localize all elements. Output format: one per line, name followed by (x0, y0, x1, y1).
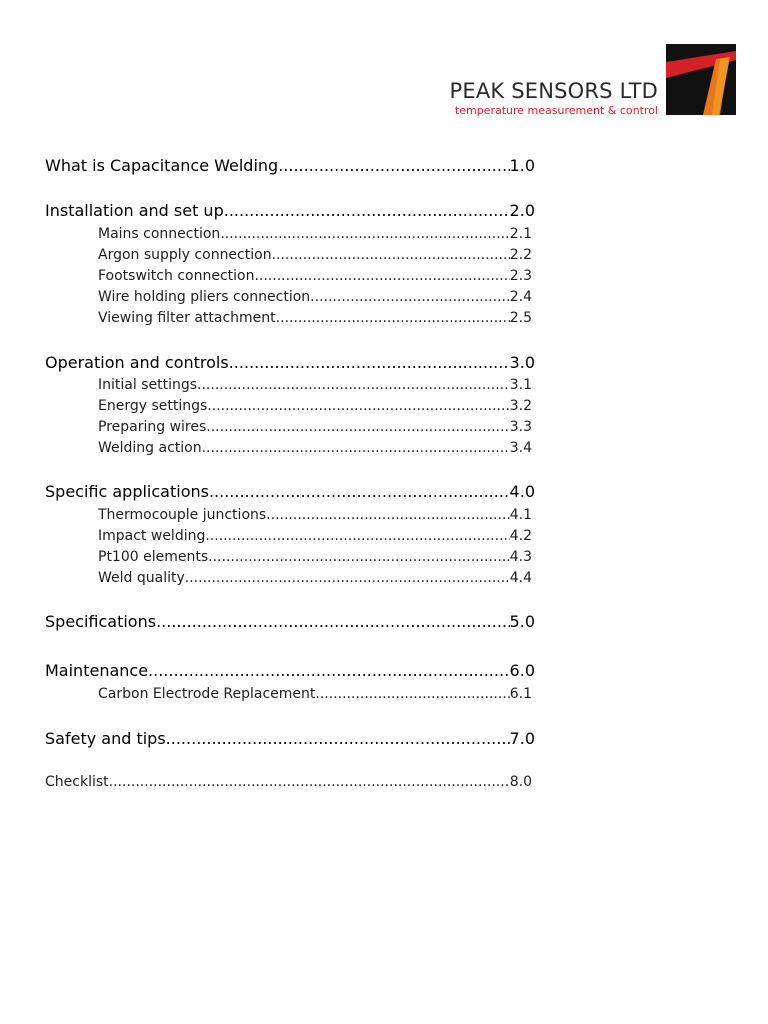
toc-entry-5-0[interactable] (45, 612, 535, 631)
toc-entry-number: 4.2 (509, 528, 532, 544)
page-header (0, 0, 768, 130)
dot-leader (276, 310, 510, 326)
dot-leader (166, 729, 510, 748)
toc-entry-7-0[interactable] (45, 729, 535, 748)
toc-entry-number: 2.3 (509, 268, 532, 284)
dot-leader (266, 507, 510, 523)
toc-entry-title: Pt100 elements (98, 549, 209, 565)
dot-leader (185, 570, 510, 586)
toc-entry-title: Viewing filter attachment (98, 310, 276, 326)
toc-entry-number: 3.4 (509, 440, 532, 456)
dot-leader (109, 774, 510, 790)
toc-entry-2-3[interactable] (98, 268, 532, 284)
toc-entry-title: Specifications (45, 612, 157, 631)
toc-entry-number: 2.4 (509, 289, 532, 305)
toc-entry-title: Preparing wires (98, 419, 207, 435)
dot-leader (209, 482, 510, 501)
toc-entry-3-0[interactable] (45, 353, 535, 372)
toc-entry-number: 1.0 (509, 156, 535, 175)
toc-entry-title: Maintenance (45, 661, 149, 680)
toc-entry-number: 2.0 (509, 201, 535, 220)
toc-entry-number: 4.4 (509, 570, 532, 586)
toc-entry-4-0[interactable] (45, 482, 535, 501)
toc-entry-title: Footswitch connection (98, 268, 255, 284)
logo-graphic (666, 44, 736, 115)
dot-leader (156, 612, 509, 631)
dot-leader (224, 201, 510, 220)
dot-leader (254, 268, 509, 284)
toc-entry-number: 4.1 (509, 507, 532, 523)
toc-entry-title: Impact welding (98, 528, 206, 544)
toc-entry-title: Argon supply connection (98, 247, 272, 263)
dot-leader (208, 549, 510, 565)
toc-entry-title: Welding action (98, 440, 202, 456)
toc-entry-title: Checklist (45, 774, 109, 790)
toc-entry-number: 2.1 (509, 226, 532, 242)
toc-entry-2-1[interactable] (98, 226, 532, 242)
toc-entry-3-4[interactable] (98, 440, 532, 456)
toc-entry-title: Wire holding pliers connection (98, 289, 311, 305)
toc-entry-2-2[interactable] (98, 247, 532, 263)
toc-entry-title: Energy settings (98, 398, 208, 414)
toc-entry-4-2[interactable] (98, 528, 532, 544)
toc-entry-number: 2.5 (509, 310, 532, 326)
toc-entry-number: 4.0 (509, 482, 535, 501)
toc-entry-number: 6.1 (509, 686, 532, 702)
toc-entry-4-1[interactable] (98, 507, 532, 523)
toc-entry-title: Thermocouple junctions (98, 507, 267, 523)
toc-entry-title: Specific applications (45, 482, 209, 501)
dot-leader (197, 377, 510, 393)
toc-entry-6-0[interactable] (45, 661, 535, 680)
dot-leader (310, 289, 510, 305)
dot-leader (278, 156, 509, 175)
toc-entry-2-0[interactable] (45, 201, 535, 220)
toc-entry-4-4[interactable] (98, 570, 532, 586)
toc-entry-number: 3.2 (509, 398, 532, 414)
company-name: PEAK SENSORS LTD (449, 79, 658, 103)
peak-sensors-logo-icon (666, 44, 736, 115)
toc-entry-3-1[interactable] (98, 377, 532, 393)
toc-entry-title: Operation and controls (45, 353, 229, 372)
toc-entry-title: Weld quality (98, 570, 185, 586)
toc-entry-number: 2.2 (509, 247, 532, 263)
dot-leader (229, 353, 510, 372)
dot-leader (207, 398, 509, 414)
dot-leader (202, 440, 510, 456)
dot-leader (148, 661, 510, 680)
toc-entry-number: 5.0 (509, 612, 535, 631)
toc-entry-number: 3.1 (509, 377, 532, 393)
toc-entry-3-2[interactable] (98, 398, 532, 414)
toc-entry-number: 3.0 (509, 353, 535, 372)
toc-entry-number: 3.3 (509, 419, 532, 435)
toc-entry-title: Initial settings (98, 377, 198, 393)
toc-entry-number: 4.3 (509, 549, 532, 565)
toc-entry-title: Safety and tips (45, 729, 166, 748)
toc-entry-number: 6.0 (509, 661, 535, 680)
dot-leader (220, 226, 509, 242)
toc-entry-title: Carbon Electrode Replacement (98, 686, 316, 702)
toc-entry-title: What is Capacitance Welding (45, 156, 279, 175)
toc-entry-3-3[interactable] (98, 419, 532, 435)
toc-entry-2-4[interactable] (98, 289, 532, 305)
toc-entry-number: 7.0 (509, 729, 535, 748)
toc-entry-title: Mains connection (98, 226, 221, 242)
toc-entry-8-0[interactable] (45, 774, 532, 790)
toc-entry-4-3[interactable] (98, 549, 532, 565)
toc-entry-title: Installation and set up (45, 201, 224, 220)
toc-entry-6-1[interactable] (98, 686, 532, 702)
dot-leader (206, 419, 509, 435)
dot-leader (315, 686, 509, 702)
dot-leader (272, 247, 510, 263)
toc-entry-1-0[interactable] (45, 156, 535, 175)
company-tagline: temperature measurement & control (454, 104, 658, 117)
dot-leader (205, 528, 509, 544)
toc-entry-2-5[interactable] (98, 310, 532, 326)
toc-entry-number: 8.0 (509, 774, 532, 790)
